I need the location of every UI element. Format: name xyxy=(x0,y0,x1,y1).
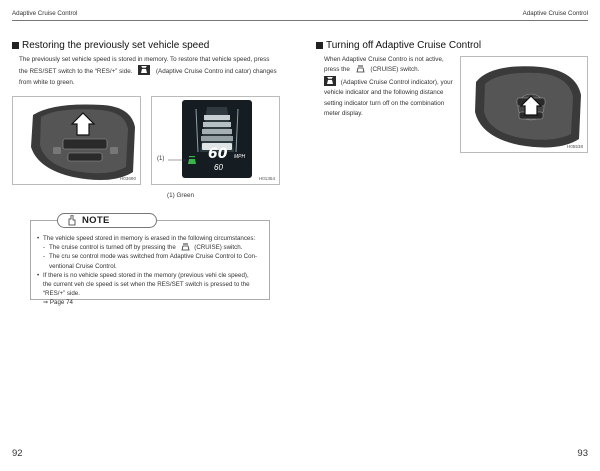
running-header-right: Adaptive Cruise Control xyxy=(522,10,588,17)
figure-steering-switch-cruise xyxy=(460,56,588,153)
note-title: NOTE xyxy=(82,215,110,226)
acc-indicator-green-icon xyxy=(186,155,198,165)
note-list xyxy=(37,234,263,308)
page-number-left: 92 xyxy=(12,448,23,459)
note-item: • The vehicle speed stored in memory is erased in the following circumstances: xyxy=(37,234,263,243)
section-heading-restore xyxy=(12,40,209,51)
turn-off-line-3: (Adaptive Cruise Control indicator), your xyxy=(324,76,458,88)
note-continuation: ventional Cruise Control. xyxy=(49,262,117,270)
cruise-switch-icon xyxy=(180,243,191,251)
figure-meter-display xyxy=(151,96,280,185)
restore-paragraph xyxy=(19,55,289,88)
steering-switch-cruise-illustration xyxy=(461,57,588,153)
figure-caption-green: (1) Green xyxy=(167,192,194,199)
note-item: • If there is no vehicle speed stored in the memory (previous vehi cle speed), xyxy=(37,271,263,280)
turn-off-line-4: vehicle indicator and the following distance xyxy=(324,89,444,97)
acc-indicator-icon xyxy=(324,76,336,86)
section-heading-restore-text: Restoring the previously set vehicle speed xyxy=(22,40,210,51)
note-tab xyxy=(57,213,157,228)
note-page-ref[interactable]: ⇒ Page 74 xyxy=(43,299,73,307)
figure-code-3: H05538 xyxy=(566,144,583,149)
note-subitem: - The cruise control is turned off by pressing the (CRUISE) switch. xyxy=(37,243,263,252)
steering-switch-illustration xyxy=(13,97,141,185)
restore-line-1: The previously set vehicle speed is stored in memory. To restore that vehicle speed, press xyxy=(19,56,270,63)
restore-line-2: the RES/SET switch to the “RES/+” side. (Adaptive Cruise Contro ind cator) changes xyxy=(19,65,289,77)
section-heading-turn-off xyxy=(316,40,481,51)
heading-square-bullet xyxy=(316,42,323,49)
acc-indicator-icon xyxy=(138,65,150,75)
note-continuation: “RES/+” side. xyxy=(43,290,80,298)
header-rule xyxy=(12,20,588,21)
note-continuation: the current veh cle speed is set when the RES/SET switch is pressed to the xyxy=(43,281,250,289)
turn-off-paragraph xyxy=(324,55,458,119)
cruise-switch-icon xyxy=(355,65,366,73)
section-heading-turn-off-text: Turning off Adaptive Cruise Control xyxy=(326,40,482,51)
note-finger-icon xyxy=(68,215,76,226)
figure-steering-switch-res xyxy=(12,96,141,185)
running-header-left: Adaptive Cruise Control xyxy=(12,10,78,17)
note-subitem: - The cru se control mode was switched from Adaptive Cruise Control to Con- xyxy=(37,252,263,261)
display-callout-label: (1) xyxy=(157,156,165,162)
figure-code-1: H03690 xyxy=(119,176,136,181)
figure-code-2: H01354 xyxy=(258,176,275,181)
restore-line-3: from white to green. xyxy=(19,78,75,86)
turn-off-line-5: setting indicator turn off on the combination xyxy=(324,99,445,107)
turn-off-line-1: When Adaptive Cruise Contro is not active, xyxy=(324,56,444,63)
display-unit: MPH xyxy=(234,154,246,160)
note-box xyxy=(30,215,270,307)
page-number-right: 93 xyxy=(577,448,588,459)
display-set-speed: 60 xyxy=(214,163,223,172)
turn-off-line-2: press the (CRUISE) switch. xyxy=(324,66,420,74)
heading-square-bullet xyxy=(12,42,19,49)
turn-off-line-6: meter display. xyxy=(324,110,363,118)
display-speed: 60 xyxy=(208,146,228,162)
